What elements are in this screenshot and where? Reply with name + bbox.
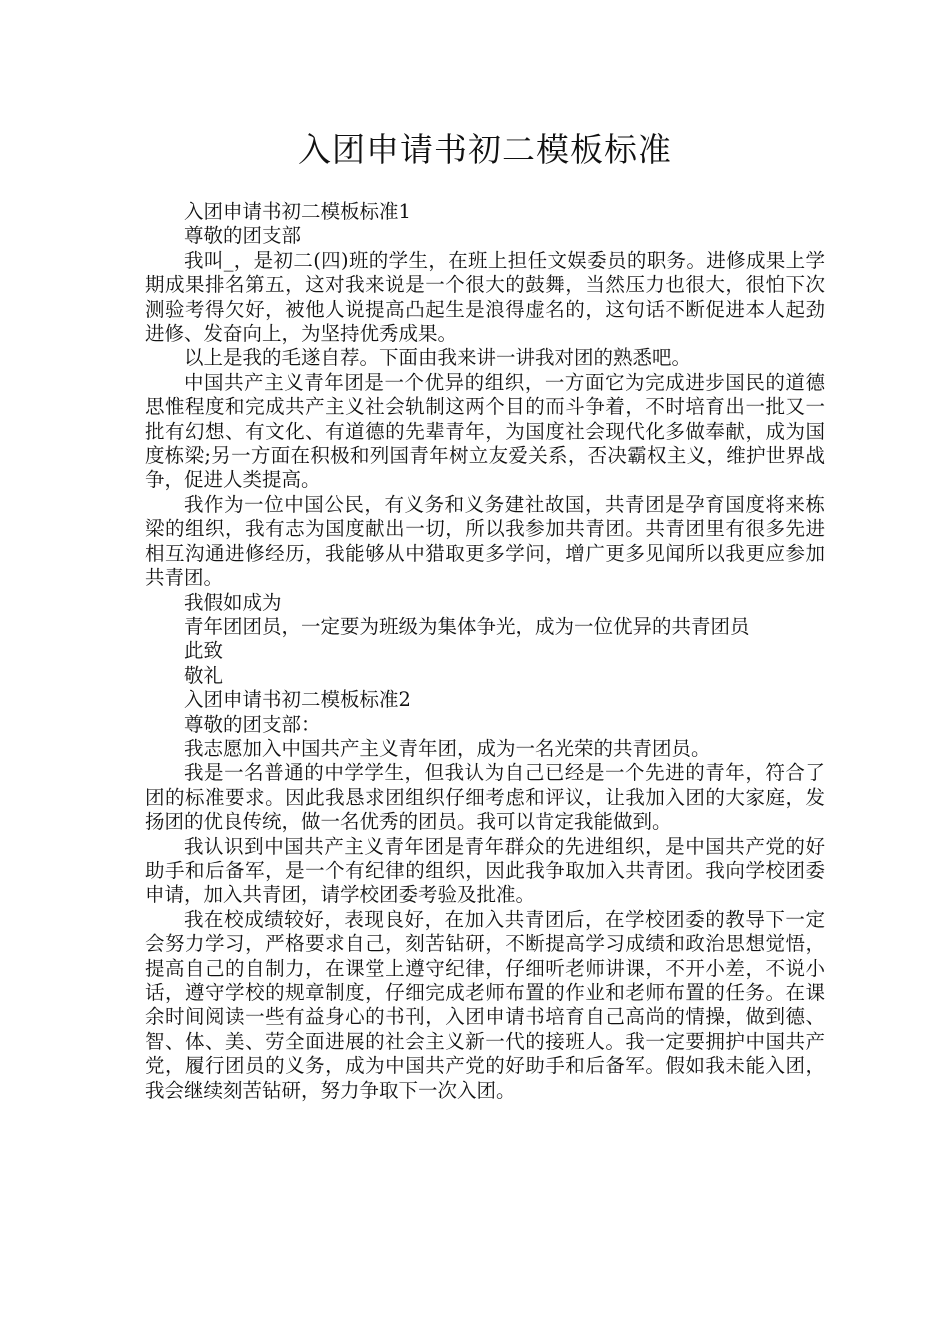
body-paragraph: 青年团团员，一定要为班级为集体争光，成为一位优异的共青团员 xyxy=(184,614,750,638)
body-paragraph: 中国共产主义青年团是一个优异的组织，一方面它为完成进步国民的道德思惟程度和完成共产主义社会轨制这两个目的而斗争着，不时培育出一批又一批有幻想、有文化、有道德的先辈青年，为国度社会现代化多做奉献，成为国度栋梁;另一方面在积极和列国青年树立友爱关系，否决霸权主义，维护世界战争，促进人类提高。 xyxy=(145,370,825,492)
body-paragraph: 我志愿加入中国共产主义青年团，成为一名光荣的共青团员。 xyxy=(184,736,711,760)
closing-line: 此致 xyxy=(184,639,224,663)
body-paragraph: 以上是我的毛遂自荐。下面由我来讲一讲我对团的熟悉吧。 xyxy=(184,346,692,370)
body-paragraph: 我假如成为 xyxy=(184,590,282,614)
salutation-2: 尊敬的团支部： xyxy=(184,712,321,736)
closing-line: 敬礼 xyxy=(184,663,224,687)
document-page xyxy=(145,128,825,1103)
document-title: 入团申请书初二模板标准 xyxy=(298,130,672,169)
body-paragraph: 我叫_，是初二(四)班的学生，在班上担任文娱委员的职务。进修成果上学期成果排名第五，这对我来说是一个很大的鼓舞，当然压力也很大，很怕下次测验考得欠好，被他人说提高凸起生是浪得虚名的，这句话不断促进本人起劲进修、发奋向上，为坚持优秀成果。 xyxy=(145,248,825,346)
document-body xyxy=(145,200,825,1103)
body-paragraph: 我认识到中国共产主义青年团是青年群众的先进组织，是中国共产党的好助手和后备军，是一个有纪律的组织，因此我争取加入共青团。我向学校团委申请，加入共青团，请学校团委考验及批准。 xyxy=(145,834,825,907)
heading-template-2: 入团申请书初二模板标准2 xyxy=(184,688,411,712)
body-paragraph: 我作为一位中国公民，有义务和义务建社故国，共青团是孕育国度将来栋梁的组织，我有志为国度献出一切，所以我参加共青团。共青团里有很多先进相互沟通进修经历，我能够从中猎取更多学问，增广更多见闻所以我更应参加共青团。 xyxy=(145,492,825,590)
body-paragraph: 我在校成绩较好，表现良好，在加入共青团后，在学校团委的教导下一定会努力学习，严格要求自己，刻苦钻研，不断提高学习成绩和政治思想觉悟，提高自己的自制力，在课堂上遵守纪律，仔细听老师讲课，不开小差，不说小话，遵守学校的规章制度，仔细完成老师布置的作业和老师布置的任务。在课余时间阅读一些有益身心的书刊，入团申请书培育自己高尚的情操，做到德、智、体、美、劳全面进展的社会主义新一代的接班人。我一定要拥护中国共产党，履行团员的义务，成为中国共产党的好助手和后备军。假如我未能入团，我会继续刻苦钻研，努力争取下一次入团。 xyxy=(145,907,825,1102)
heading-template-1: 入团申请书初二模板标准1 xyxy=(184,200,411,223)
body-paragraph: 我是一名普通的中学学生，但我认为自己已经是一个先进的青年，符合了团的标准要求。因此我恳求团组织仔细考虑和评议，让我加入团的大家庭，发扬团的优良传统，做一名优秀的团员。我可以肯定我能做到。 xyxy=(145,761,825,834)
salutation-1: 尊敬的团支部 xyxy=(184,224,302,248)
